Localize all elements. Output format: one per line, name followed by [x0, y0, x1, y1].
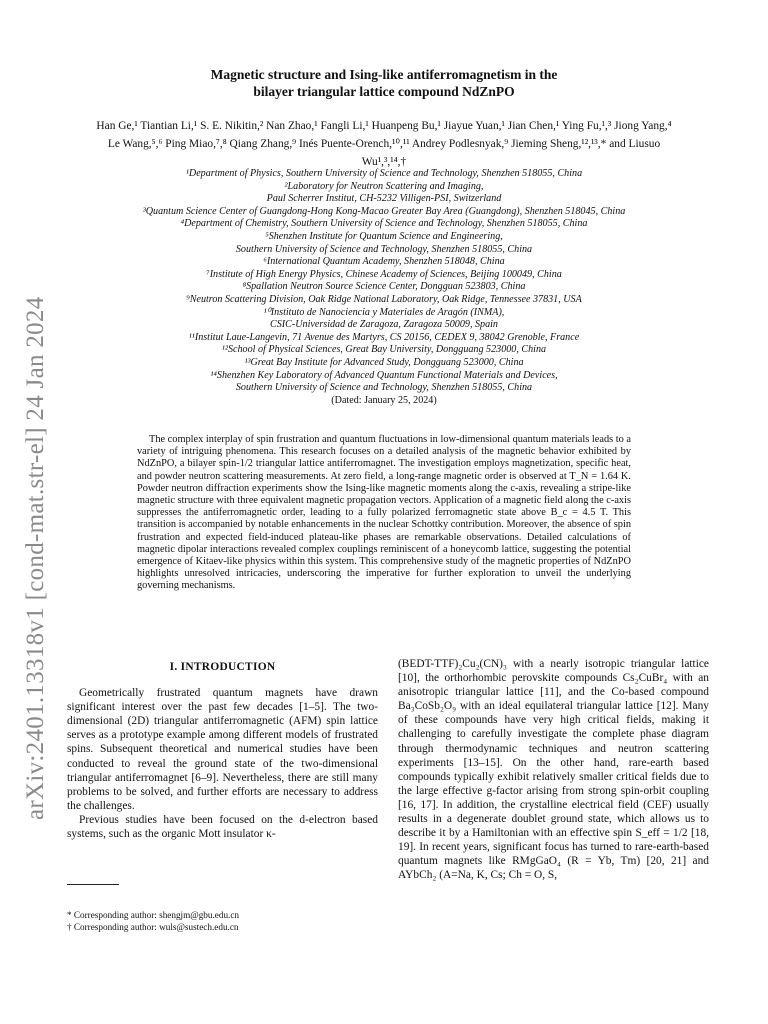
- section-heading: I. INTRODUCTION: [169, 661, 276, 673]
- affiliation-line: ⁹Neutron Scattering Division, Oak Ridge National Laboratory, Oak Ridge, Tennessee 37831, USA: [186, 293, 582, 305]
- dated-line: (Dated: January 25, 2024): [331, 394, 437, 406]
- affiliation-line: ⁸Spallation Neutron Source Science Center, Dongguan 523803, China: [242, 281, 526, 293]
- title-line-2: bilayer triangular lattice compound NdZnPO: [253, 84, 515, 99]
- affiliation-line: ⁵Shenzhen Institute for Quantum Science and Engineering,: [265, 230, 503, 242]
- affiliation-line: CSIC-Universidad de Zaragoza, Zaragoza 50009, Spain: [270, 319, 498, 331]
- affiliation-line: ⁴Department of Chemistry, Southern University of Science and Technology, Shenzhen 518055, China: [180, 218, 588, 230]
- footnote-rule: [67, 884, 119, 885]
- footnotes: [67, 909, 378, 933]
- affiliation-line: ¹²School of Physical Sciences, Great Bay University, Dongguang 523000, China: [221, 344, 547, 356]
- intro-paragraph-1: Geometrically frustrated quantum magnets have drawn significant interest over the past few decades [1–5]. The two-dimensional (2D) triangular antiferromagnetic (AFM) spin lattice serves as a prototype example among different models of frustrated spins. Subsequent theoretical and numerical studies have been conducted to reveal the ground state of the two-dimensional triangular antiferromagnet [6–9]. Nevertheless, there are still many problems to be solved, and further efforts are necessary to address the challenges.: [67, 687, 378, 812]
- affiliation-line: ¹⁰Instituto de Nanociencia y Materiales de Aragón (INMA),: [263, 306, 505, 318]
- intro-paragraph-2: Previous studies have been focused on the d-electron based systems, such as the organic Mott insulator κ-: [67, 813, 378, 841]
- affiliation-line: ¹³Great Bay Institute for Advanced Study, Dongguang 523000, China: [244, 356, 524, 368]
- abstract: [137, 434, 631, 593]
- affiliation-line: Southern University of Science and Technology, Shenzhen 518055, China: [235, 382, 533, 394]
- affiliation-line: ⁷Institute of High Energy Physics, Chinese Academy of Sciences, Beijing 100049, China: [206, 268, 562, 280]
- affiliation-line: ¹Department of Physics, Southern University of Science and Technology, Shenzhen 518055, China: [185, 168, 583, 179]
- footnote-1: * Corresponding author: shengjm@gbu.edu.cn: [67, 910, 240, 920]
- left-column: [67, 660, 378, 841]
- affiliation-line: Southern University of Science and Technology, Shenzhen 518055, China: [235, 243, 533, 255]
- author-list: Han Ge,¹ Tiantian Li,¹ S. E. Nikitin,² Nan Zhao,¹ Fangli Li,¹ Huanpeng Bu,¹ Jiayue Yuan,¹ Jian Chen,¹ Ying Fu,¹,³ Jiong Yang,⁴ Le Wang,⁵,⁶ Ping Miao,⁷,⁸ Qiang Zhang,⁹ Inés Puente-Orench,¹⁰,¹¹ Andrey Podlesnyak,⁹ Jieming Sheng,¹²,¹³,* and Liusuo Wu¹,³,¹⁴,†: [96, 120, 672, 168]
- affiliation-line: ²Laboratory for Neutron Scattering and Imaging,: [284, 180, 484, 192]
- affiliation-line: ⁶International Quantum Academy, Shenzhen 518048, China: [263, 256, 505, 268]
- affiliation-lines: [60, 168, 708, 395]
- arxiv-identifier-stamp: arXiv:2401.13318v1 [cond-mat.str-el] 24 Jan 2024: [22, 296, 49, 820]
- right-column-text: (BEDT-TTF)₂Cu₂(CN)₃ with a nearly isotropic triangular lattice [10], the orthorhombic perovskite compounds Cs₂CuBr₄ with an anisotropic triangular lattice [11], and the Co-based compound Ba₃CoSb₂O₉ with an ideal equilateral triangular lattice [12]. Many of these compounds have very high critical fields, making it challenging to carefully investigate the complete phase diagram through thermodynamic techniques and neutron scattering experiments [13–15]. On the other hand, rare-earth based compounds typically exhibit relatively smaller critical fields due to the large effective g-factor arising from strong spin-orbit coupling [16, 17]. In addition, the crystalline electrical field (CEF) usually results in a degenerate doublet ground state, which allows us to describe it by a Hamiltonian with an effective spin S_eff = 1/2 [18, 19]. In recent years, significant focus has turned to rare-earth-based quantum magnets like RMgGaO₄ (R = Yb, Tm) [20, 21] and AYbCh₂ (A=Na, K, Cs; Ch = O, S,: [398, 658, 709, 882]
- title-line-1: Magnetic structure and Ising-like antiferromagnetism in the: [210, 67, 558, 82]
- affiliation-list: [60, 168, 708, 407]
- abstract-text: The complex interplay of spin frustration and quantum fluctuations in low-dimensional quantum materials leads to a variety of intriguing phenomena. This research focuses on a detailed analysis of the magnetic behavior exhibited by NdZnPO, a bilayer spin-1/2 triangular lattice antiferromagnet. The investigation employs magnetization, specific heat, and powder neutron scattering measurements. At zero field, a long-range magnetic order is observed at T_N = 1.64 K. Powder neutron diffraction experiments show the Ising-like magnetic moments along the c-axis, revealing a stripe-like magnetic structure with three equivalent magnetic propagation vectors. Application of a magnetic field along the c-axis suppresses the antiferromagnetic order, leading to a fully polarized ferromagnetic state above B_c = 4.5 T. This transition is accompanied by notable enhancements in the nuclear Schottky contribution. Moreover, the absence of spin frustration and expected field-induced plateau-like phases are remarkable observations. Detailed calculations of magnetic dipolar interactions revealed complex couplings reminiscent of a honeycomb lattice, suggesting the potential emergence of Kitaev-like physics within this system. This comprehensive study of the magnetic properties of NdZnPO highlights unresolved intricacies, underscoring the imperative for further exploration to unveil the underlying governing mechanisms.: [137, 434, 631, 592]
- affiliation-line: ³Quantum Science Center of Guangdong-Hong Kong-Macao Greater Bay Area (Guangdong), Shenzhen 518045, China: [142, 205, 626, 217]
- affiliation-line: ¹¹Institut Laue-Langevin, 71 Avenue des Martyrs, CS 20156, CEDEX 9, 38042 Grenoble, France: [188, 331, 580, 343]
- right-column: [398, 657, 709, 883]
- affiliation-line: ¹⁴Shenzhen Key Laboratory of Advanced Quantum Functional Materials and Devices,: [210, 369, 558, 381]
- affiliation-line: Paul Scherrer Institut, CH-5232 Villigen-PSI, Switzerland: [266, 193, 502, 205]
- paper-title: [120, 66, 648, 100]
- footnote-2: † Corresponding author: wuls@sustech.edu.cn: [67, 922, 239, 932]
